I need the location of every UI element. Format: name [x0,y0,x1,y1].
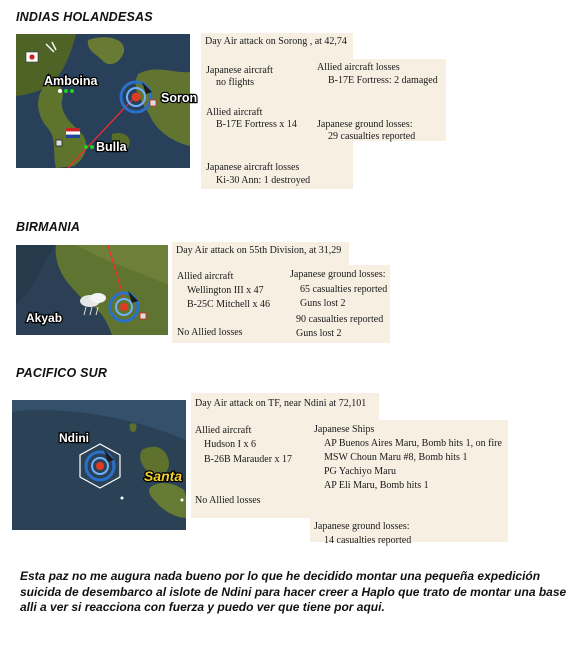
report-line: B-17E Fortress: 2 damaged [328,75,438,86]
map-label-santa: Santa [144,468,183,484]
report-line: Japanese ground losses: [317,119,413,130]
report-line: 90 casualties reported [296,314,384,325]
combat-report-ndini-ships [310,420,508,546]
report-line: no flights [216,77,255,88]
report-line: 29 casualties reported [328,131,416,142]
report-line: No Allied losses [195,495,261,506]
report-line: No Allied losses [177,327,243,338]
report-line: Allied aircraft losses [317,62,400,73]
report-line: 65 casualties reported [300,284,388,295]
report-line: Japanese Ships [314,424,375,435]
section-title-indias-holandesas: INDIAS HOLANDESAS [16,10,153,24]
report-line: Japanese ground losses: [314,521,410,532]
map-birmania [16,245,168,335]
report-line: Allied aircraft [195,425,252,436]
map-label-bulla: Bulla [96,140,127,154]
report-line: Hudson I x 6 [204,439,256,450]
report-line: B-17E Fortress x 14 [216,119,297,130]
map-label-ndini: Ndini [59,431,89,445]
report-line: Japanese aircraft losses [206,162,300,173]
report-header: Day Air attack on 55th Division, at 31,29 [176,245,342,256]
combat-report-sorong-losses [313,59,446,141]
combat-report-55th-division-ground [287,265,390,343]
report-line: Japanese aircraft [206,65,273,76]
report-line: Ki-30 Ann: 1 destroyed [216,175,311,186]
map-pacifico-sur [12,400,186,530]
report-line: 14 casualties reported [324,535,412,546]
report-header: Day Air attack on TF, near Ndini at 72,101 [195,398,367,409]
report-line: B-26B Marauder x 17 [204,454,293,465]
map-label-soron: Soron [161,91,198,105]
map-label-amboina: Amboina [44,74,98,88]
report-line: AP Eli Maru, Bomb hits 1 [324,480,429,491]
report-line: AP Buenos Aires Maru, Bomb hits 1, on fire [324,438,502,449]
section-title-birmania: BIRMANIA [16,220,81,234]
report-line: Wellington III x 47 [187,285,264,296]
report-line: Guns lost 2 [296,328,342,339]
report-line: Guns lost 2 [300,298,346,309]
report-line: B-25C Mitchell x 46 [187,299,271,310]
map-indias-holandesas [16,34,198,168]
map-label-akyab: Akyab [26,311,63,325]
report-line: MSW Choun Maru #8, Bomb hits 1 [324,452,468,463]
narrative-text: Esta paz no me augura nada bueno por lo que he decidido montar una pequeña expedición suicida de desembarco al islote de Ndini para hacer creer a Haplo que trato de montar una base alli a ver si reacciona con fuerza y puedo ver que tiene por aqui. [20,569,567,615]
report-header: Day Air attack on Sorong , at 42,74 [205,36,347,47]
section-title-pacifico-sur: PACIFICO SUR [16,366,108,380]
report-line: Japanese ground losses: [290,269,386,280]
report-line: Allied aircraft [177,271,234,282]
report-line: Allied aircraft [206,107,263,118]
report-line: PG Yachiyo Maru [324,466,396,477]
